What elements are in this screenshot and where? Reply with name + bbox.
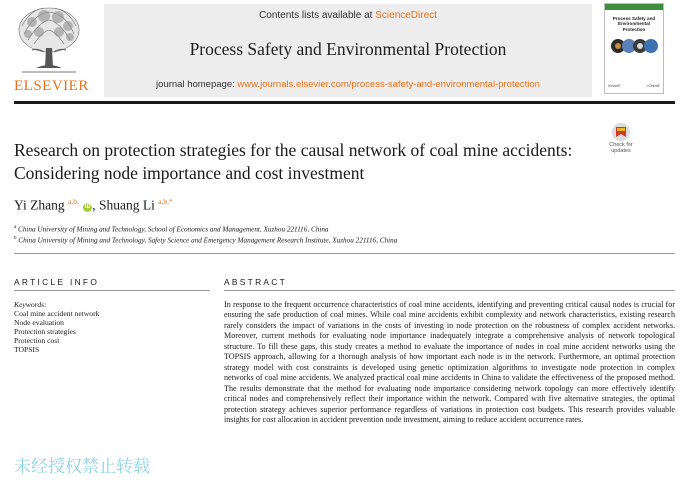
keyword-item: Node evaluation: [14, 318, 64, 327]
keywords-block: [14, 300, 99, 354]
affiliation-text: China University of Mining and Technology, Safety Science and Emergency Management Research Institute, Xuzhou 221116, China: [18, 236, 398, 245]
author-name[interactable]: Shuang Li: [98, 197, 155, 213]
journal-title[interactable]: Process Safety and Environmental Protection: [189, 39, 507, 59]
cover-title: Process Safety and Environmental Protection: [612, 16, 656, 32]
homepage-prefix: journal homepage:: [156, 79, 238, 90]
check-updates-label: Check for updates: [609, 142, 633, 154]
article-info-heading: ARTICLE INFO: [14, 277, 100, 287]
publisher-logo-text: ELSEVIER: [14, 78, 89, 94]
article-title: Research on protection strategies for the causal network of coal mine accidents: Considering node importance and cost investment: [14, 140, 573, 183]
header-rule: [14, 101, 675, 104]
sciencedirect-link[interactable]: ScienceDirect: [375, 10, 437, 21]
contents-prefix: Contents lists available at: [259, 10, 376, 21]
article-info-rule: [14, 290, 210, 291]
title-block-rule: [14, 253, 675, 254]
watermark-text: 未经授权禁止转载: [14, 457, 150, 477]
keyword-item: Protection strategies: [14, 327, 76, 336]
author-affiliation-marks[interactable]: a,b,: [68, 197, 79, 206]
homepage-line: [104, 79, 592, 90]
author-list: [14, 197, 173, 214]
affiliation-b: [14, 236, 397, 244]
cover-graphic: [610, 38, 660, 54]
affiliation-a: [14, 225, 329, 233]
keyword-item: Protection cost: [14, 336, 60, 345]
cover-footer-right: IChemE: [647, 84, 660, 88]
homepage-link[interactable]: www.journals.elsevier.com/process-safety-and-environmental-protection: [237, 79, 540, 90]
author-separator: ,: [92, 197, 99, 213]
cover-footer: [608, 84, 660, 92]
elsevier-tree-logo: [14, 4, 84, 76]
cover-band: [605, 4, 663, 10]
orcid-icon[interactable]: iD: [84, 203, 91, 210]
author-name[interactable]: Yi Zhang: [14, 197, 65, 213]
abstract-rule: [224, 290, 675, 291]
affiliation-mark: a: [14, 225, 17, 230]
check-for-updates-badge[interactable]: [602, 122, 640, 156]
abstract-text: In response to the frequent occurrence characteristics of coal mine accidents, identifying and preventing critical causal nodes is crucial for ensuring the safe production of coal mines. While coal mine accidents exhibit complexity and network characteristics, existing research rarely considers the impact of variations in the costs of investing in node protection on the robustness of complex accident networks. Moreover, current methods for evaluating node importance inadequately integrate a comprehensive analysis of network topological structure. To fill these gaps, this study creates a method to evaluate the importance of nodes in coal mine accident networks using the TOPSIS approach, allowing for a thorough analysis of how important each node is in the network. Furthermore, an optimal protection strategy model with cost constraints is developed using genetic optimization algorithms to investigate node protection in complex networks of coal mine accidents. We analyzed practical coal mine accidents in China to validate the effectiveness of the proposed method. The results demonstrate that the method for evaluating node importance considering network topology can more effectively identify critical nodes and comprehensively reflect their importance within the network. Compared with five alternative strategies, the optimal protection strategy achieves superior performance regardless of variations in protection cost budgets. This research provides valuable insights for cost allocation in accident prevention node investment, aiming to reduce accident occurrence rates.: [224, 300, 675, 424]
keyword-item: Coal mine accident network: [14, 309, 100, 318]
affiliation-text: China University of Mining and Technology, School of Economics and Management, Xuzhou 221116, China: [18, 225, 329, 234]
keywords-label: Keywords:: [14, 300, 47, 309]
cover-footer-left: IChemE: [608, 84, 621, 88]
journal-header: [0, 0, 692, 100]
contents-line: [104, 10, 592, 21]
journal-cover-thumbnail[interactable]: [604, 3, 664, 94]
keyword-item: TOPSIS: [14, 345, 40, 354]
affiliation-mark: b: [14, 236, 17, 241]
check-updates-icon: [602, 122, 640, 142]
abstract-heading: ABSTRACT: [224, 277, 288, 287]
author-affiliation-marks[interactable]: a,b,*: [158, 197, 173, 206]
